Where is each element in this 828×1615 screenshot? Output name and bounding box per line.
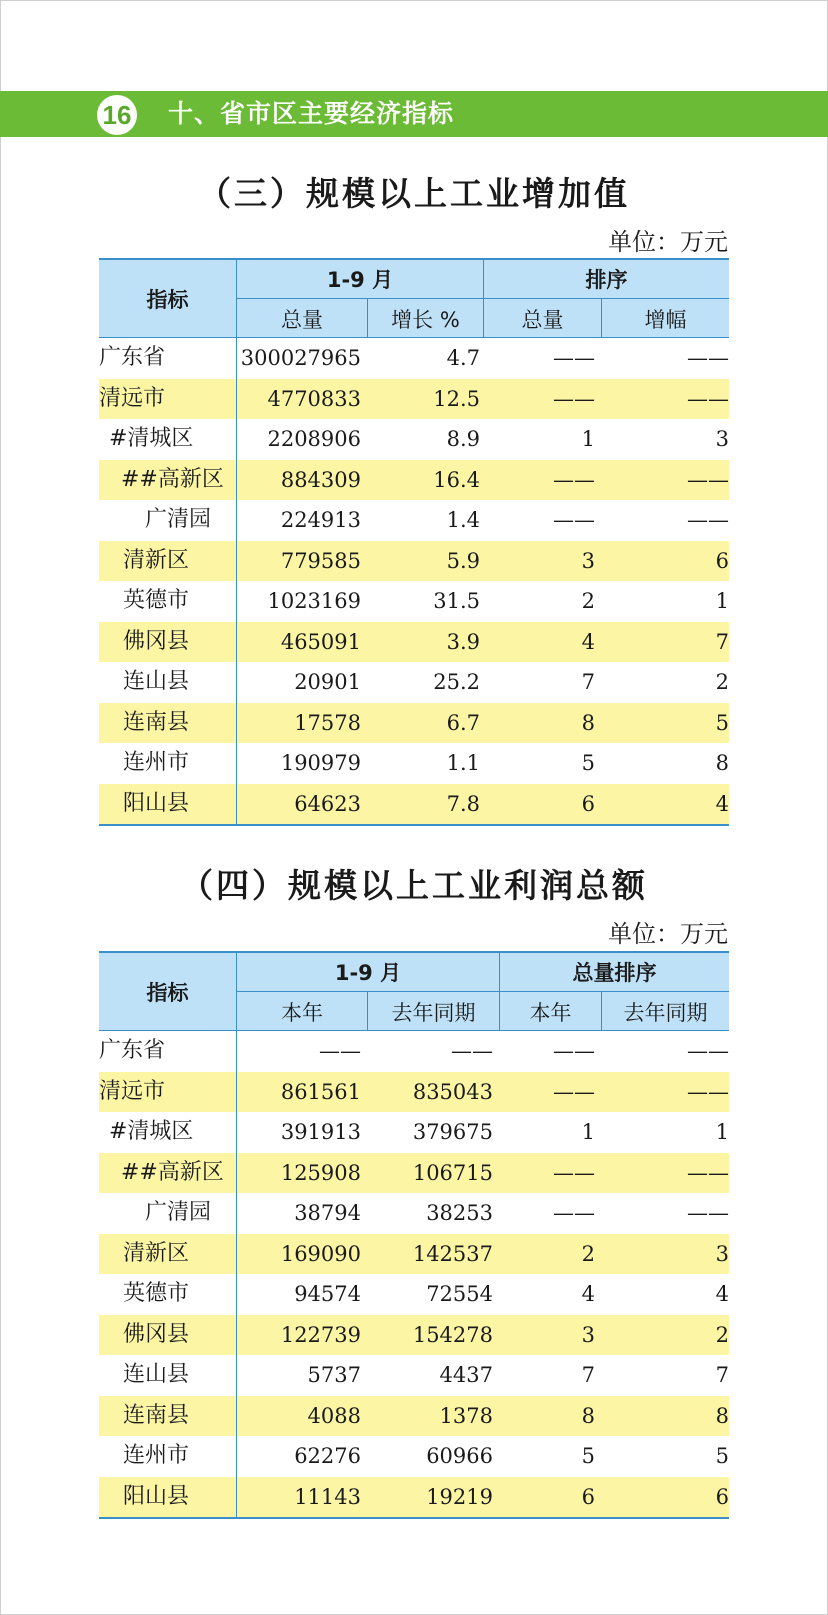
cell-last-year: 106715 [412, 1160, 493, 1185]
cell-growth: 16.4 [433, 467, 480, 492]
cell-rank-growth: 2 [715, 670, 729, 694]
row-label: 清远市 [99, 1078, 166, 1104]
cell-rank-growth: 8 [715, 751, 729, 775]
header-indicator: 指标 [146, 288, 189, 312]
cell-total: 2208906 [267, 427, 361, 451]
cell-rank-this: —— [553, 1160, 595, 1185]
cell-last-year: 835043 [412, 1079, 493, 1104]
table-row [99, 703, 729, 744]
row-label: 英德市 [123, 1281, 190, 1306]
chapter-title: 十、省市区主要经济指标 [168, 99, 455, 128]
cell-growth: 1.4 [446, 508, 480, 532]
cell-rank-total: 4 [581, 629, 595, 654]
cell-last-year: 4437 [439, 1363, 493, 1387]
cell-rank-this: —— [553, 1201, 595, 1225]
table-row [99, 1355, 729, 1396]
cell-growth: 7.8 [446, 791, 480, 816]
section4-rows [99, 1031, 729, 1517]
table-row [99, 379, 729, 420]
cell-total: 20901 [294, 670, 361, 694]
header-col-growth: 增长 % [391, 307, 460, 332]
cell-growth: 3.9 [446, 629, 480, 654]
row-label: 英德市 [123, 588, 190, 613]
cell-rank-growth: 1 [715, 589, 729, 613]
table-row [99, 662, 729, 703]
cell-rank-total: —— [553, 386, 595, 411]
table-row [99, 581, 729, 622]
cell-rank-total: —— [553, 508, 595, 532]
cell-total: 465091 [280, 629, 361, 654]
row-label: 广东省 [99, 345, 166, 370]
table-row [99, 622, 729, 663]
cell-last-year: 38253 [426, 1201, 493, 1225]
cell-rank-growth: 7 [715, 629, 729, 654]
cell-rank-total: —— [553, 346, 595, 370]
cell-growth: 12.5 [433, 386, 480, 411]
row-label: ##高新区 [121, 1159, 224, 1185]
table-row [99, 338, 729, 379]
cell-rank-total: 8 [581, 710, 595, 735]
table-row [99, 1274, 729, 1315]
cell-rank-growth: 3 [715, 427, 729, 451]
cell-rank-this: 5 [581, 1444, 595, 1468]
cell-rank-last: —— [687, 1039, 729, 1063]
cell-rank-growth: 6 [715, 548, 729, 573]
cell-this-year: 169090 [280, 1241, 361, 1266]
cell-rank-growth: —— [687, 386, 729, 411]
table-row [99, 1193, 729, 1234]
cell-total: 224913 [280, 508, 361, 532]
table-row [99, 1315, 729, 1356]
cell-growth: 31.5 [433, 589, 480, 613]
cell-rank-last: 7 [715, 1363, 729, 1387]
row-label: ##高新区 [121, 466, 224, 492]
cell-growth: 4.7 [446, 346, 480, 370]
cell-total: 190979 [280, 751, 361, 775]
cell-rank-total: 5 [581, 751, 595, 775]
cell-this-year: 122739 [280, 1322, 361, 1347]
table-row [99, 784, 729, 825]
cell-rank-total: 7 [581, 670, 595, 694]
cell-rank-last: —— [687, 1160, 729, 1185]
cell-this-year: 4088 [307, 1403, 361, 1428]
cell-total: 64623 [294, 791, 361, 816]
page-number-badge: 16 [97, 95, 137, 135]
table-row [99, 743, 729, 784]
row-label: #清城区 [109, 1119, 194, 1144]
row-label: 清远市 [99, 385, 166, 411]
cell-last-year: 142537 [412, 1241, 493, 1266]
table-row [99, 460, 729, 501]
cell-rank-last: 3 [715, 1241, 729, 1266]
cell-rank-last: 6 [715, 1484, 729, 1509]
header-group-rank: 排序 [585, 268, 628, 292]
cell-rank-this: 4 [581, 1282, 595, 1306]
header-indicator: 指标 [146, 981, 189, 1005]
table-row [99, 1477, 729, 1518]
cell-rank-last: 8 [715, 1403, 729, 1428]
cell-rank-growth: —— [687, 467, 729, 492]
cell-this-year: —— [319, 1039, 361, 1063]
table-row [99, 1436, 729, 1477]
cell-last-year: 379675 [412, 1120, 493, 1144]
table-row [99, 1153, 729, 1194]
row-label: 广清园 [145, 1200, 212, 1225]
row-label: 连山县 [123, 669, 190, 694]
row-label: 阳山县 [123, 790, 190, 816]
header-group-period: 1-9 月 [326, 268, 394, 292]
cell-rank-growth: 4 [715, 791, 729, 816]
row-label: 佛冈县 [123, 1321, 190, 1347]
table-row [99, 419, 729, 460]
table-row [99, 1112, 729, 1153]
section3-rows [99, 338, 729, 824]
header-group-rank: 总量排序 [572, 961, 657, 985]
cell-growth: 5.9 [446, 548, 480, 573]
cell-rank-growth: —— [687, 346, 729, 370]
cell-growth: 6.7 [446, 710, 480, 735]
row-label: 佛冈县 [123, 628, 190, 654]
table-row [99, 1072, 729, 1113]
cell-rank-last: 1 [715, 1120, 729, 1144]
cell-total: 17578 [294, 710, 361, 735]
cell-growth: 25.2 [433, 670, 480, 694]
table-row [99, 1234, 729, 1275]
cell-rank-total: —— [553, 467, 595, 492]
cell-rank-growth: 5 [715, 710, 729, 735]
header-group-period: 1-9 月 [334, 961, 402, 985]
cell-total: 779585 [280, 548, 361, 573]
section4-unit: 单位：万元 [608, 920, 728, 948]
cell-rank-total: 6 [581, 791, 595, 816]
header-col-total: 总量 [281, 307, 323, 332]
cell-rank-this: 3 [581, 1322, 595, 1347]
row-label: 阳山县 [123, 1483, 190, 1509]
cell-last-year: 19219 [426, 1484, 493, 1509]
cell-this-year: 11143 [294, 1484, 361, 1509]
cell-total: 300027965 [240, 346, 361, 370]
table-header [99, 260, 729, 338]
cell-total: 884309 [280, 467, 361, 492]
cell-rank-this: —— [553, 1039, 595, 1063]
cell-rank-last: —— [687, 1201, 729, 1225]
cell-last-year: —— [451, 1039, 493, 1063]
cell-rank-this: 6 [581, 1484, 595, 1509]
row-label: 连州市 [123, 1443, 190, 1468]
cell-this-year: 38794 [294, 1201, 361, 1225]
cell-total: 4770833 [267, 386, 361, 411]
cell-rank-last: 2 [715, 1322, 729, 1347]
cell-rank-total: 2 [581, 589, 595, 613]
header-col-rank-total: 总量 [521, 307, 564, 332]
cell-rank-this: 1 [581, 1120, 595, 1144]
row-label: 清新区 [123, 1240, 190, 1266]
cell-rank-last: 5 [715, 1444, 729, 1468]
row-label: 清新区 [123, 547, 190, 573]
cell-rank-this: —— [553, 1079, 595, 1104]
cell-rank-this: 2 [581, 1241, 595, 1266]
cell-last-year: 1378 [439, 1403, 493, 1428]
cell-this-year: 62276 [294, 1444, 361, 1468]
row-label: 连南县 [123, 1402, 190, 1428]
header-col-rank-this: 本年 [529, 1000, 572, 1025]
cell-rank-last: 4 [715, 1282, 729, 1306]
row-label: #清城区 [109, 426, 194, 451]
row-label: 连南县 [123, 709, 190, 735]
cell-rank-last: —— [687, 1079, 729, 1104]
header-col-rank-last: 去年同期 [623, 1000, 708, 1025]
cell-this-year: 94574 [294, 1282, 361, 1306]
row-label: 广清园 [145, 507, 212, 532]
table-row [99, 1031, 729, 1072]
table-row [99, 500, 729, 541]
cell-this-year: 125908 [280, 1160, 361, 1185]
cell-rank-total: 3 [581, 548, 595, 573]
header-col-last-year: 去年同期 [391, 1000, 476, 1025]
cell-this-year: 861561 [280, 1079, 361, 1104]
section3-unit: 单位：万元 [608, 228, 728, 256]
cell-last-year: 72554 [426, 1282, 493, 1306]
table-header [99, 953, 729, 1031]
cell-growth: 1.1 [446, 751, 480, 775]
section3-title: （三）规模以上工业增加值 [198, 174, 630, 213]
cell-total: 1023169 [267, 589, 361, 613]
section3-table [99, 258, 729, 826]
cell-last-year: 60966 [426, 1444, 493, 1468]
cell-rank-this: 7 [581, 1363, 595, 1387]
header-col-this-year: 本年 [281, 1000, 323, 1025]
table-row [99, 1396, 729, 1437]
cell-growth: 8.9 [446, 427, 480, 451]
row-label: 广东省 [99, 1038, 166, 1063]
cell-rank-total: 1 [581, 427, 595, 451]
table-row [99, 541, 729, 582]
cell-this-year: 391913 [280, 1120, 361, 1144]
cell-rank-this: 8 [581, 1403, 595, 1428]
row-label: 连山县 [123, 1362, 190, 1387]
header-col-rank-growth: 增幅 [644, 307, 687, 332]
cell-this-year: 5737 [307, 1363, 361, 1387]
section4-title: （四）规模以上工业利润总额 [180, 866, 648, 905]
section4-table [99, 951, 729, 1519]
cell-rank-growth: —— [687, 508, 729, 532]
row-label: 连州市 [123, 750, 190, 775]
cell-last-year: 154278 [412, 1322, 493, 1347]
